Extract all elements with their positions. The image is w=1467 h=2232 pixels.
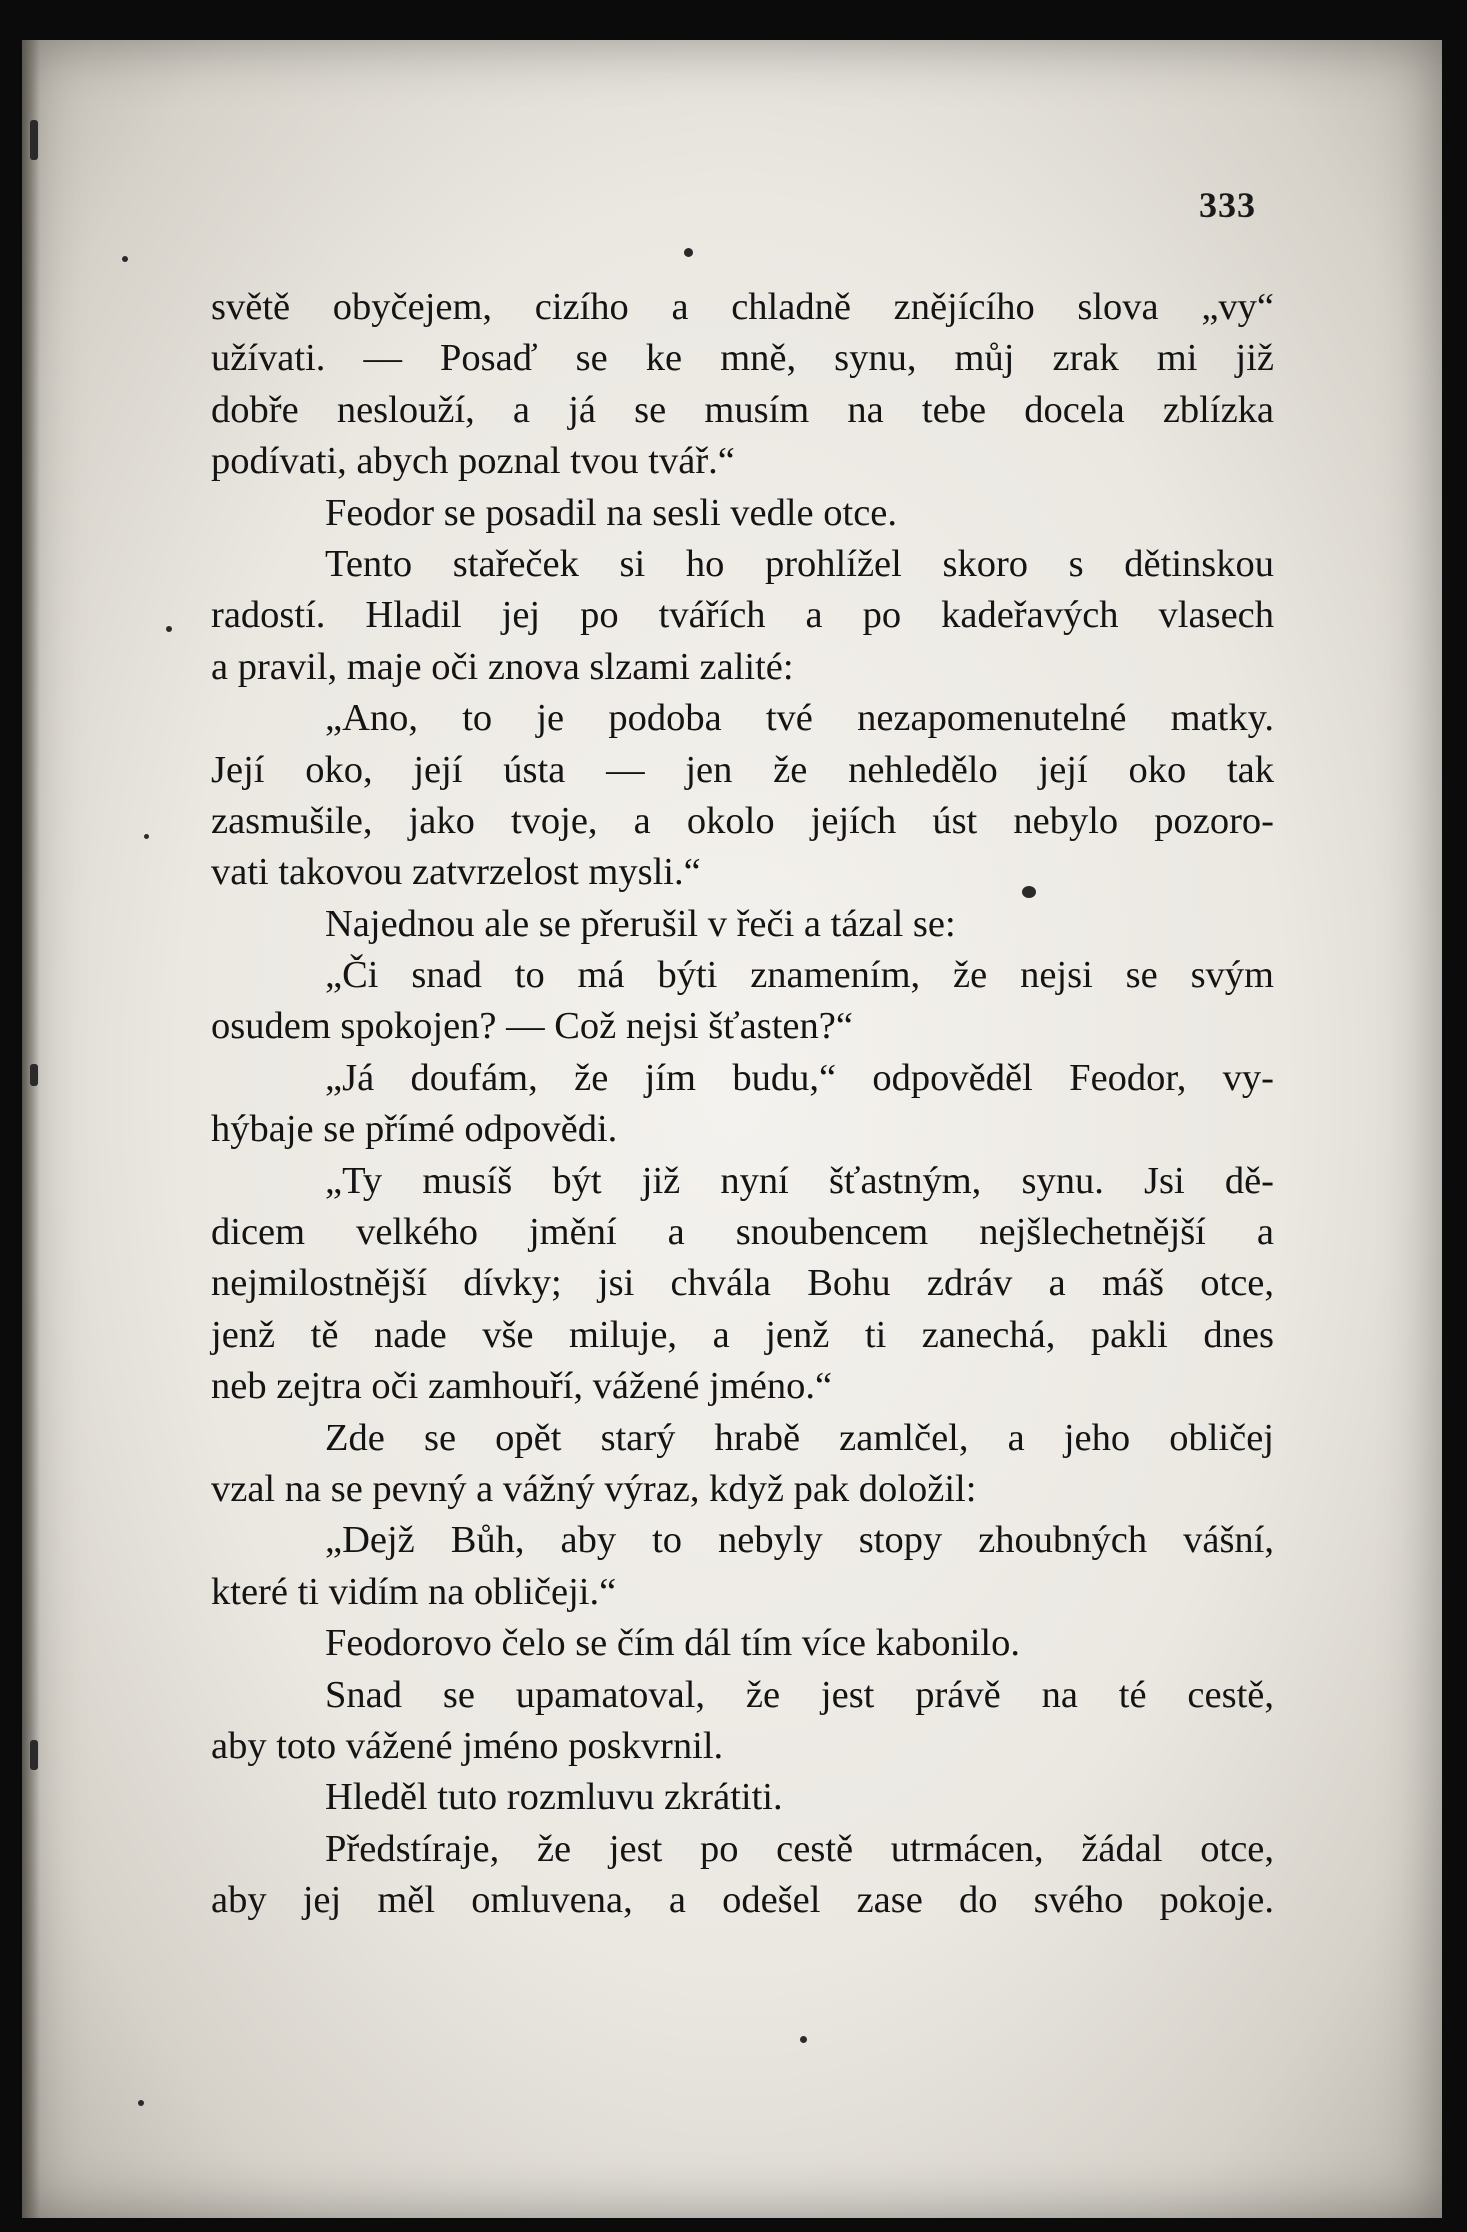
text-line: „Dejž Bůh, aby to nebyly stopy zhoubných vášní,: [325, 1519, 1274, 1562]
body-text: [211, 282, 1274, 1927]
scan-speck: [800, 2036, 807, 2043]
scan-speck: [30, 120, 38, 160]
scan-speck: [138, 2100, 144, 2106]
scan-speck: [122, 256, 128, 262]
text-line: „Já doufám, že jím budu,“ odpověděl Feodor, vy-: [325, 1056, 1274, 1099]
page-number: 333: [1199, 185, 1256, 225]
text-line: které ti vidím na obličeji.“: [211, 1570, 617, 1613]
text-line: Feodor se posadil na sesli vedle otce.: [325, 491, 898, 534]
text-line: a pravil, maje oči znova slzami zalité:: [211, 645, 794, 688]
text-line: hýbaje se přímé odpovědi.: [211, 1108, 618, 1151]
text-line: podívati, abych poznal tvou tvář.“: [211, 440, 735, 483]
scan-speck: [166, 626, 172, 632]
text-line: vzal na se pevný a vážný výraz, když pak doložil:: [211, 1467, 977, 1510]
text-line: vati takovou zatvrzelost mysli.“: [211, 851, 701, 894]
text-line: dicem velkého jmění a snoubencem nejšlechetnější a: [211, 1211, 1274, 1254]
scan-speck: [30, 1740, 38, 1770]
scan-speck: [684, 248, 693, 257]
scan-speck: [1022, 886, 1036, 898]
text-line: Najednou ale se přerušil v řeči a tázal se:: [325, 902, 956, 945]
text-line: Tento stařeček si ho prohlížel skoro s dětinskou: [325, 542, 1274, 585]
page-edge-shadow: [22, 40, 40, 2218]
text-line: aby jej měl omluvena, a odešel zase do svého pokoje.: [211, 1879, 1274, 1922]
text-line: osudem spokojen? — Což nejsi šťasten?“: [211, 1005, 853, 1048]
scan-speck: [30, 1064, 38, 1086]
text-line: Feodorovo čelo se čím dál tím více kabonilo.: [325, 1622, 1020, 1665]
text-line: „Ty musíš být již nyní šťastným, synu. Jsi dě-: [325, 1159, 1274, 1202]
text-line: radostí. Hladil jej po tvářích a po kadeřavých vlasech: [211, 594, 1274, 637]
text-line: dobře neslouží, a já se musím na tebe docela zblízka: [211, 388, 1274, 431]
text-line: světě obyčejem, cizího a chladně znějícího slova „vy“: [211, 286, 1274, 328]
text-line: zasmušile, jako tvoje, a okolo jejích úst nebylo pozoro-: [211, 799, 1274, 842]
text-line: nejmilostnější dívky; jsi chvála Bohu zdráv a máš otce,: [211, 1262, 1274, 1305]
text-line: Zde se opět starý hrabě zamlčel, a jeho obličej: [325, 1416, 1274, 1459]
text-line: jenž tě nade vše miluje, a jenž ti zanechá, pakli dnes: [211, 1313, 1274, 1356]
scan-speck: [144, 834, 149, 839]
text-line: Předstíraje, že jest po cestě utrmácen, žádal otce,: [325, 1827, 1274, 1870]
text-line: Její oko, její ústa — jen že nehledělo její oko tak: [211, 748, 1274, 791]
text-line: aby toto vážené jméno poskvrnil.: [211, 1724, 724, 1767]
text-line: „Či snad to má býti znamením, že nejsi se svým: [325, 954, 1274, 997]
text-line: Snad se upamatoval, že jest právě na té cestě,: [325, 1673, 1274, 1716]
text-line: užívati. — Posaď se ke mně, synu, můj zrak mi již: [211, 337, 1274, 380]
text-line: „Ano, to je podoba tvé nezapomenutelné matky.: [325, 697, 1274, 740]
text-line: Hleděl tuto rozmluvu zkrátiti.: [325, 1776, 783, 1819]
text-line: neb zejtra oči zamhouří, vážené jméno.“: [211, 1365, 833, 1408]
